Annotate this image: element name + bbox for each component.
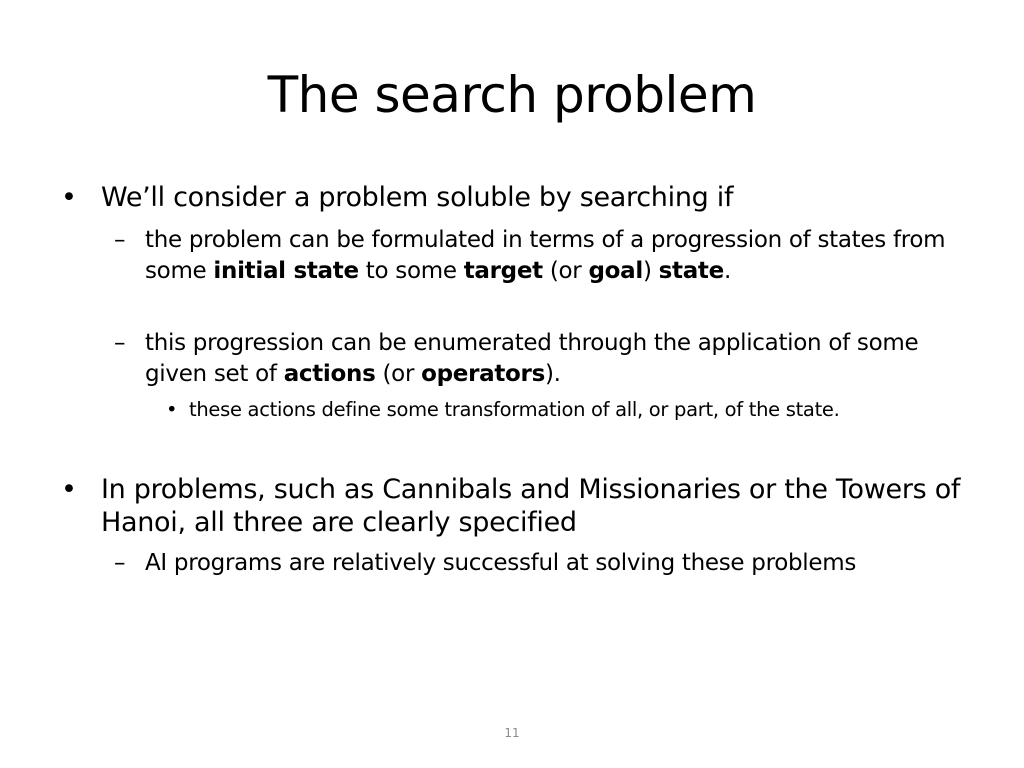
dash-item-level2 [114,548,975,579]
slide-title: The search problem [267,66,757,124]
text-run: We’ll consider a problem soluble by searching if [101,182,734,213]
text-run: ). [544,361,561,387]
dash-item-level2 [114,328,975,390]
bullet-text [101,182,733,213]
bold-term: goal [588,258,643,284]
bold-term: actions [283,361,376,387]
text-run: (or [542,258,589,284]
bullet-text [189,398,840,421]
text-run: In problems, such as Cannibals and Missionaries or the Towers of Hanoi, all three are clearly specified [101,474,961,538]
text-run: (or [375,361,422,387]
text-run: AI programs are relatively successful at solving these problems [145,550,857,576]
dash-marker: – [114,550,126,576]
page-number: 11 [504,726,520,740]
bullet-item-level1 [61,473,981,539]
text-run: to some [358,258,464,284]
bullet-item-level1 [61,181,981,214]
bullet-item-level3 [166,397,979,423]
bullet-text [101,474,960,538]
text-run: this progression can be enumerated through the application of some given set of [145,330,919,387]
bold-term: initial state [213,258,359,284]
bold-term: target [463,258,543,284]
dash-item-level2 [114,225,975,287]
bullet-dot: • [61,474,77,505]
text-run: ) [642,258,659,284]
bold-term: state [658,258,724,284]
bullet-dot: • [166,398,178,421]
text-run: . [723,258,731,284]
text-run: these actions define some transformation of all, or part, of the state. [189,398,840,421]
dash-marker: – [114,330,126,356]
dash-text [145,330,918,387]
dash-text [145,227,945,284]
dash-text [145,550,856,576]
bold-term: operators [421,361,545,387]
text-run: the problem can be formulated in terms of a progression of states from some [145,227,946,284]
dash-marker: – [114,227,126,253]
bullet-dot: • [61,182,77,213]
